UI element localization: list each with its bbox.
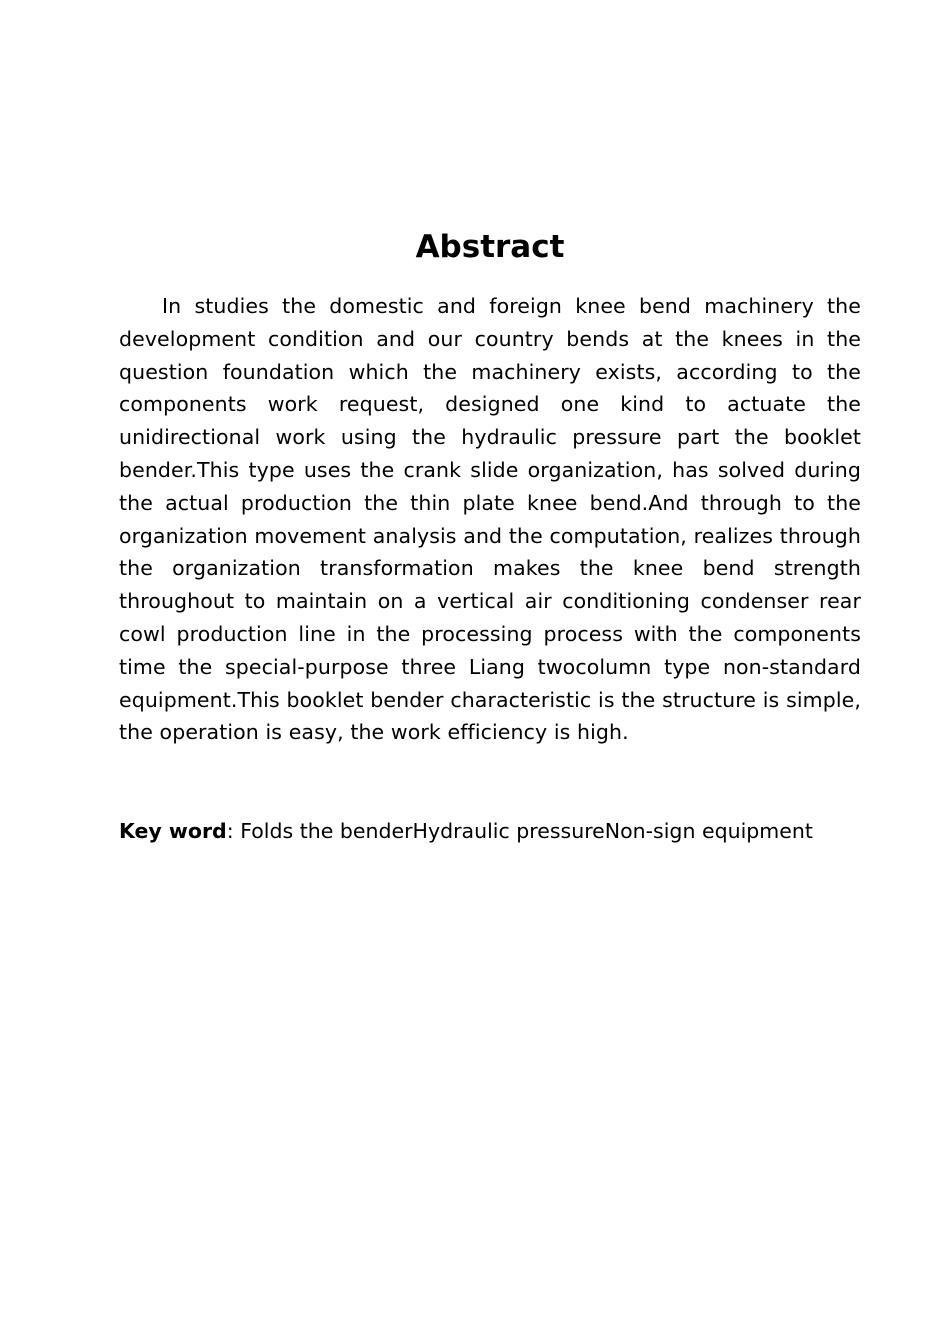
keywords-label: Key word: [119, 819, 227, 843]
keywords-line: [119, 815, 879, 848]
keywords-value: Folds the benderHydraulic pressureNon-sign equipment: [240, 819, 813, 843]
keywords-separator: :: [226, 819, 241, 843]
abstract-body: In studies the domestic and foreign knee bend machinery the development condition and our country bends at the knees in the question foundation which the machinery exists, according to the components work request, designed one kind to actuate the unidirectional work using the hydraulic pressure part the booklet bender.This type uses the crank slide organization, has solved during the actual production the thin plate knee bend.And through to the organization movement analysis and the computation, realizes through the organization transformation makes the knee bend strength throughout to maintain on a vertical air conditioning condenser rear cowl production line in the processing process with the components time the special-purpose three Liang twocolumn type non-standard equipment.This booklet bender characteristic is the structure is simple, the operation is easy, the work efficiency is high.: [119, 294, 861, 745]
abstract-title: Abstract: [415, 229, 565, 265]
